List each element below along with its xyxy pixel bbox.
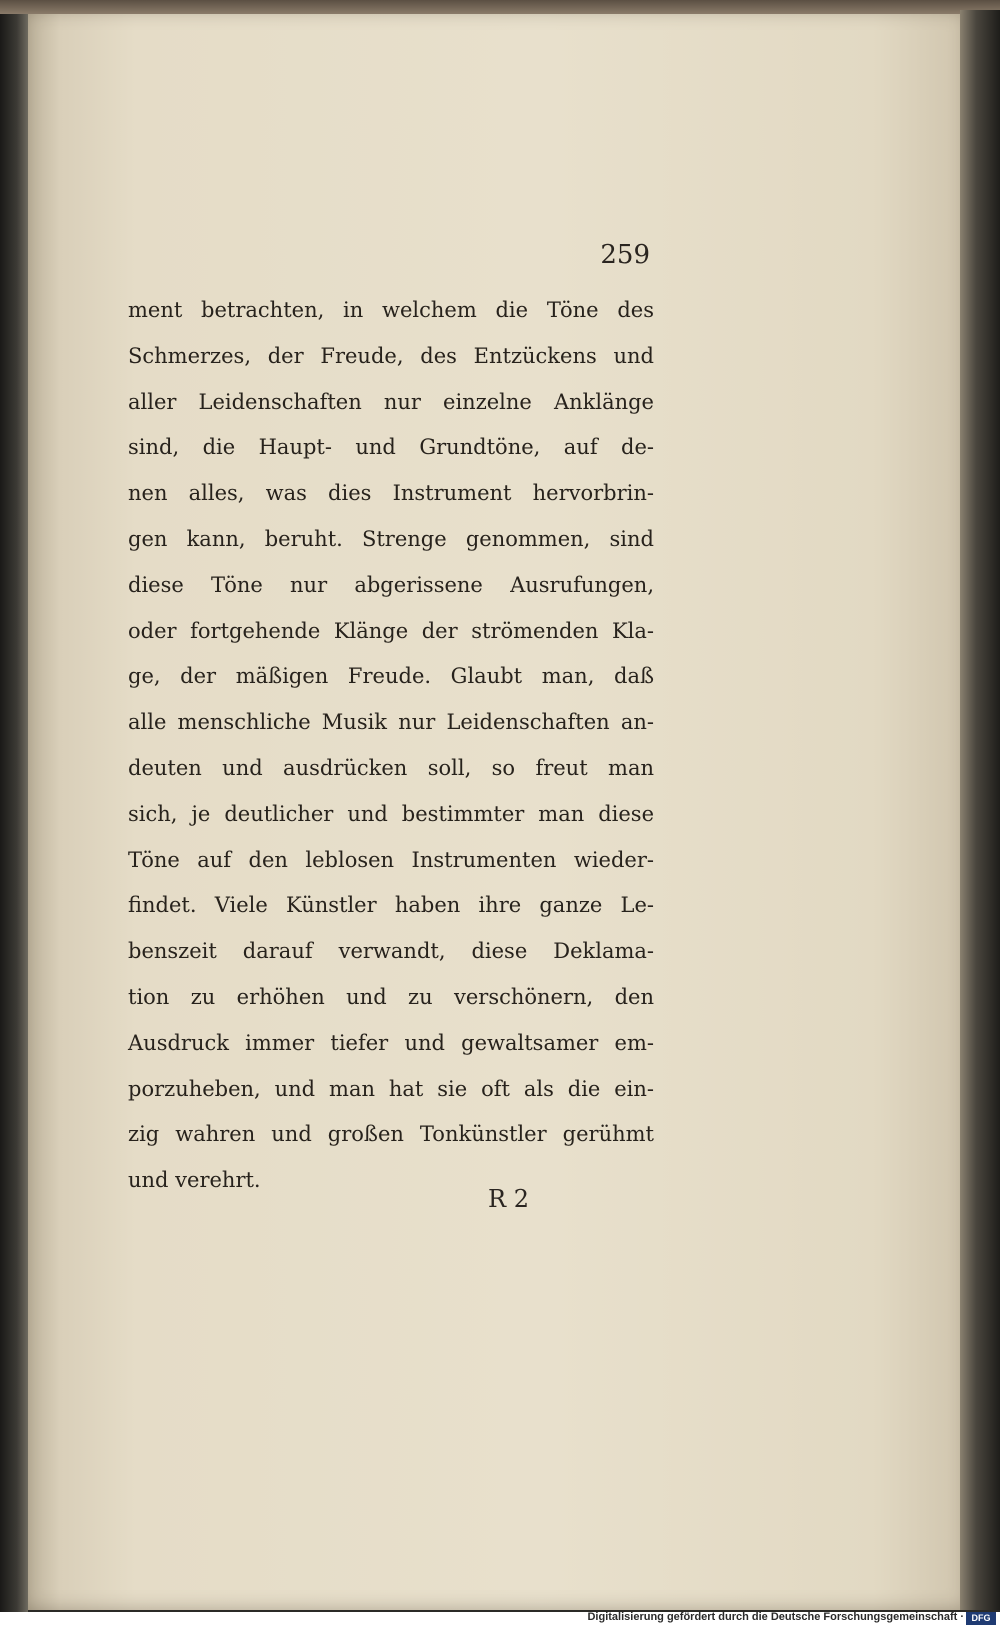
text-line: benszeit darauf verwandt, diese Deklama- (128, 939, 654, 964)
text-line: zig wahren und großen Tonkünstler gerühmt (128, 1122, 654, 1147)
text-line: oder fortgehende Klänge der strömenden Kla- (128, 618, 654, 643)
text-line: ge, der mäßigen Freude. Glaubt man, daß (128, 664, 654, 689)
book-top-edge (0, 0, 1000, 14)
text-line: aller Leidenschaften nur einzelne Anklänge (128, 389, 654, 414)
text-line: Schmerzes, der Freude, des Entzückens und (128, 343, 654, 368)
text-line: ment betrachten, in welchem die Töne des (128, 298, 654, 322)
text-line: sich, je deutlicher und bestimmter man diese (128, 801, 654, 826)
text-line: alle menschliche Musik nur Leidenschaften an- (128, 710, 654, 735)
page-number: 259 (600, 240, 650, 270)
text-line: und verehrt. (128, 1168, 261, 1193)
funding-credit: Digitalisierung gefördert durch die Deutsche Forschungsgemeinschaft · (587, 1611, 964, 1623)
text-line: tion zu erhöhen und zu verschönern, den (128, 984, 654, 1009)
text-line: findet. Viele Künstler haben ihre ganze Le- (128, 893, 654, 918)
text-line: diese Töne nur abgerissene Ausrufungen, (128, 572, 654, 597)
signature-mark: R 2 (488, 1185, 529, 1213)
text-line: Ausdruck immer tiefer und gewaltsamer em- (128, 1030, 654, 1055)
text-line: deuten und ausdrücken soll, so freut man (128, 755, 654, 780)
book-binding-edge (0, 0, 28, 1615)
text-line: sind, die Haupt- und Grundtöne, auf de- (128, 435, 654, 460)
text-line: gen kann, beruht. Strenge genommen, sind (128, 526, 654, 551)
dfg-logo: DFG (966, 1612, 996, 1625)
text-line: nen alles, was dies Instrument hervorbrin- (128, 481, 654, 506)
text-line: Töne auf den leblosen Instrumenten wieder- (128, 847, 654, 872)
body-text (128, 288, 654, 1204)
text-line: porzuheben, und man hat sie oft als die ein- (128, 1076, 654, 1101)
book-right-edge (960, 10, 1000, 1610)
